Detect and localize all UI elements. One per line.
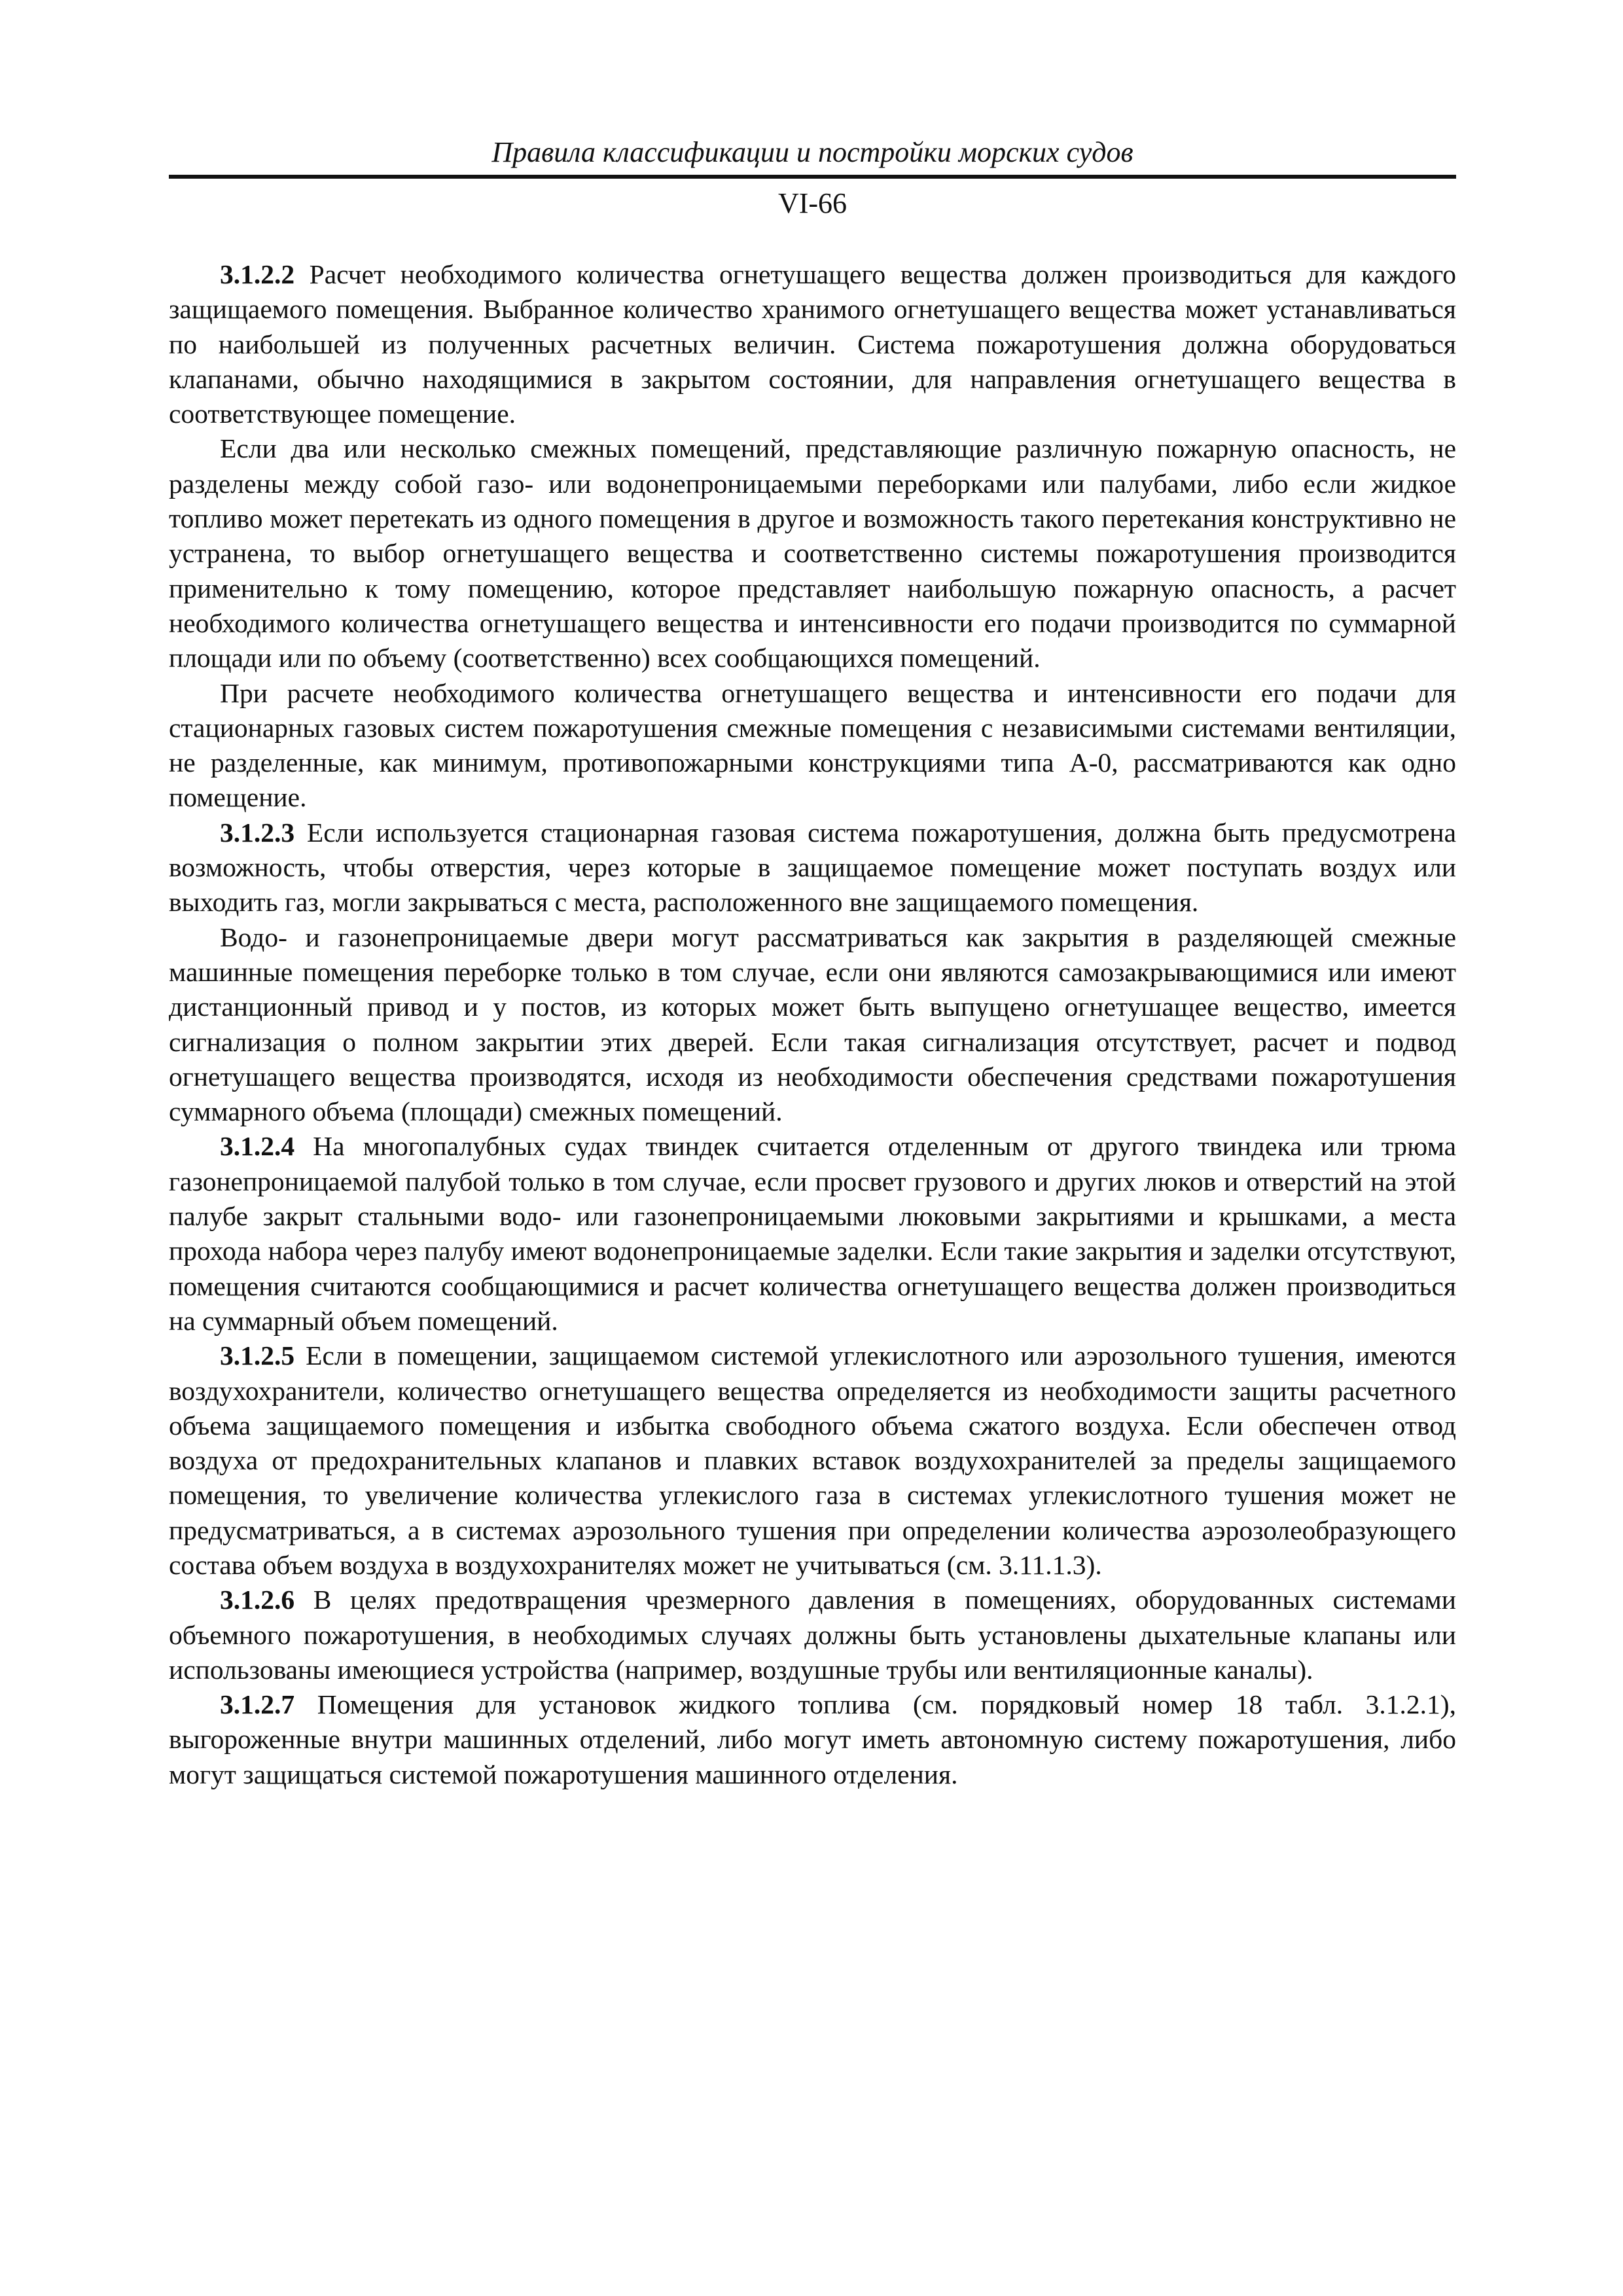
page-number: VI-66 — [777, 187, 847, 219]
paragraph-3-1-2-7 — [169, 1687, 1456, 1792]
running-header: Правила классификации и постройки морских судов — [491, 136, 1133, 168]
paragraph-text: На многопалубных судах твиндек считается отделенным от другого твиндека или трюма газонепроницаемой палубой только в том случае, если просвет грузового и других люков и отверстий на этой палубе закрыт стальными водо- или газонепроницаемыми люковыми закрытиями и крышками, а места прохода набора через палубу имеют водонепроницаемые заделки. Если такие закрытия и заделки отсутствуют, помещения считаются сообщающимися и расчет количества огнетушащего вещества должен производиться на суммарный объем помещений. — [169, 1131, 1456, 1336]
clause-number: 3.1.2.6 — [220, 1585, 295, 1615]
paragraph-3-1-2-6 — [169, 1583, 1456, 1687]
paragraph-3-1-2-3 — [169, 816, 1456, 920]
clause-number: 3.1.2.7 — [220, 1689, 295, 1720]
clause-number: 3.1.2.5 — [220, 1340, 295, 1371]
paragraph-3-1-2-3-b — [169, 920, 1456, 1130]
paragraph-text: Водо- и газонепроницаемые двери могут рассматриваться как закрытия в разделяющей смежные машинные помещения переборке только в том случае, если они являются самозакрывающимися или имеют дистанционный привод и у постов, из которых может быть выпущено огнетушащее вещество, имеется сигнализация о полном закрытии этих дверей. Если такая сигнализация отсутствует, расчет и подвод огнетушащего вещества производятся, исходя из необходимости обеспечения средствами пожаротушения суммарного объема (площади) смежных помещений. — [169, 922, 1456, 1127]
paragraph-text: Помещения для установок жидкого топлива (см. порядковый номер 18 табл. 3.1.2.1), выгороженные внутри машинных отделений, либо могут иметь автономную систему пожаротушения, либо могут защищаться системой пожаротушения машинного отделения. — [169, 1689, 1456, 1789]
clause-number: 3.1.2.3 — [220, 817, 295, 848]
paragraph-3-1-2-4 — [169, 1129, 1456, 1338]
paragraph-3-1-2-2-b — [169, 431, 1456, 675]
paragraph-text: В целях предотвращения чрезмерного давления в помещениях, оборудованных системами объемного пожаротушения, в необходимых случаях должны быть установлены дыхательные клапаны или использованы имеющиеся устройства (например, воздушные трубы или вентиляционные каналы). — [169, 1585, 1456, 1685]
paragraph-text: При расчете необходимого количества огнетушащего вещества и интенсивности его подачи для стационарных газовых систем пожаротушения смежные помещения с независимыми системами вентиляции, не разделенные, как минимум, противопожарными конструкциями типа А-0, рассматриваются как одно помещение. — [169, 677, 1456, 813]
paragraph-3-1-2-2 — [169, 257, 1456, 431]
paragraph-text: Если два или несколько смежных помещений, представляющие различную пожарную опасность, не разделены между собой газо- или водонепроницаемыми переборками или палубами, либо если жидкое топливо может перетекать из одного помещения в другое и возможность такого перетекания конструктивно не устранена, то выбор огнетушащего вещества и соответственно системы пожаротушения производится применительно к тому помещению, которое представляет наибольшую пожарную опасность, а расчет необходимого количества огнетушащего вещества и интенсивности его подачи производится по суммарной площади или по объему (соответственно) всех сообщающихся помещений. — [169, 433, 1456, 673]
paragraph-text: Расчет необходимого количества огнетушащего вещества должен производиться для каждого защищаемого помещения. Выбранное количество хранимого огнетушащего вещества может устанавливаться по наибольшей из полученных расчетных величин. Система пожаротушения должна оборудоваться клапанами, обычно находящимися в закрытом состоянии, для направления огнетушащего вещества в соответствующее помещение. — [169, 259, 1456, 429]
paragraph-text: Если в помещении, защищаемом системой углекислотного или аэрозольного тушения, имеются воздухохранители, количество огнетушащего вещества определяется из необходимости защиты расчетного объема защищаемого помещения и избытка свободного объема сжатого воздуха. Если обеспечен отвод воздуха от предохранительных клапанов и плавких вставок воздухохранителей за пределы защищаемого помещения, то увеличение количества углекислого газа в системах углекислотного тушения может не предусматриваться, а в системах аэрозольного тушения при определении количества аэрозолеобразующего состава объем воздуха в воздухохранителях может не учитываться (см. 3.11.1.3). — [169, 1340, 1456, 1580]
body-text — [169, 257, 1456, 1792]
paragraph-3-1-2-2-c — [169, 676, 1456, 816]
paragraph-text: Если используется стационарная газовая система пожаротушения, должна быть предусмотрена возможность, чтобы отверстия, через которые в защищаемое помещение может поступать воздух или выходить газ, могли закрываться с места, расположенного вне защищаемого помещения. — [169, 817, 1456, 918]
header-rule — [169, 175, 1456, 179]
paragraph-3-1-2-5 — [169, 1338, 1456, 1583]
clause-number: 3.1.2.4 — [220, 1131, 295, 1162]
clause-number: 3.1.2.2 — [220, 259, 295, 289]
